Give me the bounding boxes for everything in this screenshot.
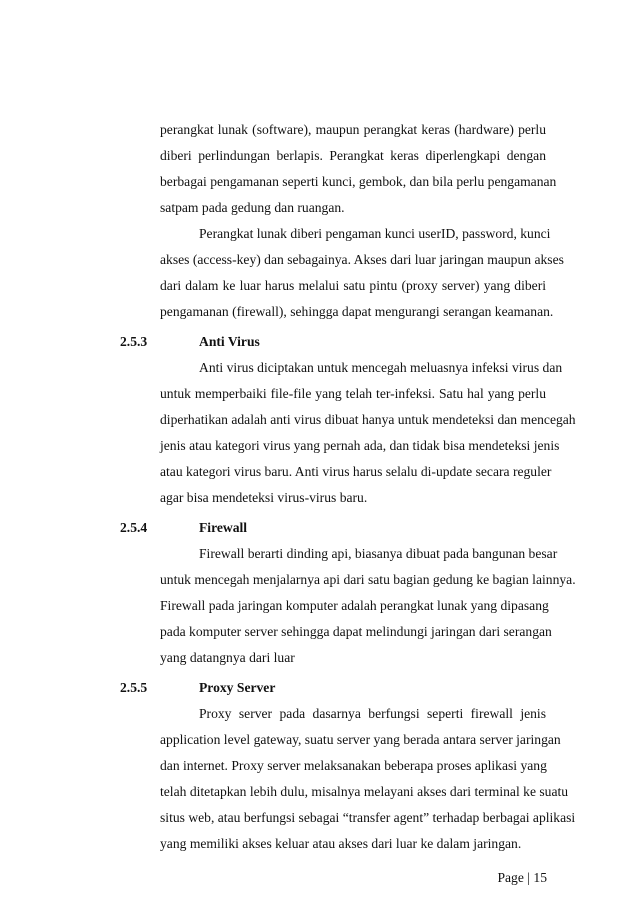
page-number: Page | 15 [497, 870, 547, 885]
section-title: Proxy Server [199, 680, 276, 695]
text-line: jenis atau kategori virus yang pernah ada, dan tidak bisa mendeteksi jenis [160, 438, 560, 453]
text-line: Firewall berarti dinding api, biasanya dibuat pada bangunan besar [199, 546, 558, 561]
section-title: Firewall [199, 520, 248, 535]
text-line: yang datangnya dari luar [160, 650, 295, 665]
text-line: berbagai pengamanan seperti kunci, gembok, dan bila perlu pengamanan [160, 174, 557, 189]
text-line: Firewall pada jaringan komputer adalah perangkat lunak yang dipasang [160, 598, 549, 613]
text-line: diperhatikan adalah anti virus dibuat hanya untuk mendeteksi dan mencegah [160, 412, 576, 427]
text-line: agar bisa mendeteksi virus-virus baru. [160, 490, 368, 505]
section-number: 2.5.5 [120, 680, 148, 695]
text-line: untuk memperbaiki file-file yang telah ter-infeksi. Satu hal yang perlu [160, 386, 546, 401]
text-line: Perangkat lunak diberi pengaman kunci userID, password, kunci [199, 226, 551, 241]
text-line: telah ditetapkan lebih dulu, misalnya melayani akses dari terminal ke suatu [160, 784, 569, 799]
section-number: 2.5.3 [120, 334, 148, 349]
text-line: akses (access-key) dan sebagainya. Akses dari luar jaringan maupun akses [160, 252, 564, 267]
text-line: pada komputer server sehingga dapat melindungi jaringan dari serangan [160, 624, 552, 639]
text-line: untuk mencegah menjalarnya api dari satu bagian gedung ke bagian lainnya. [160, 572, 576, 587]
text-line: yang memiliki akses keluar atau akses dari luar ke dalam jaringan. [160, 836, 522, 851]
text-line: application level gateway, suatu server yang berada antara server jaringan [160, 732, 561, 747]
text-line: diberi perlindungan berlapis. Perangkat keras diperlengkapi dengan [160, 148, 546, 163]
text-line: situs web, atau berfungsi sebagai “transfer agent” terhadap berbagai aplikasi [160, 810, 576, 825]
section-title: Anti Virus [199, 334, 260, 349]
text-line: perangkat lunak (software), maupun perangkat keras (hardware) perlu [160, 122, 546, 137]
text-line: Proxy server pada dasarnya berfungsi seperti firewall jenis [199, 706, 546, 721]
section-number: 2.5.4 [120, 520, 148, 535]
text-line: dan internet. Proxy server melaksanakan beberapa proses aplikasi yang [160, 758, 547, 773]
text-line: atau kategori virus baru. Anti virus harus selalu di-update secara reguler [160, 464, 552, 479]
text-line: dari dalam ke luar harus melalui satu pintu (proxy server) yang diberi [160, 278, 546, 293]
text-line: satpam pada gedung dan ruangan. [160, 200, 345, 215]
text-line: pengamanan (firewall), sehingga dapat mengurangi serangan keamanan. [160, 304, 554, 319]
text-line: Anti virus diciptakan untuk mencegah meluasnya infeksi virus dan [199, 360, 563, 375]
